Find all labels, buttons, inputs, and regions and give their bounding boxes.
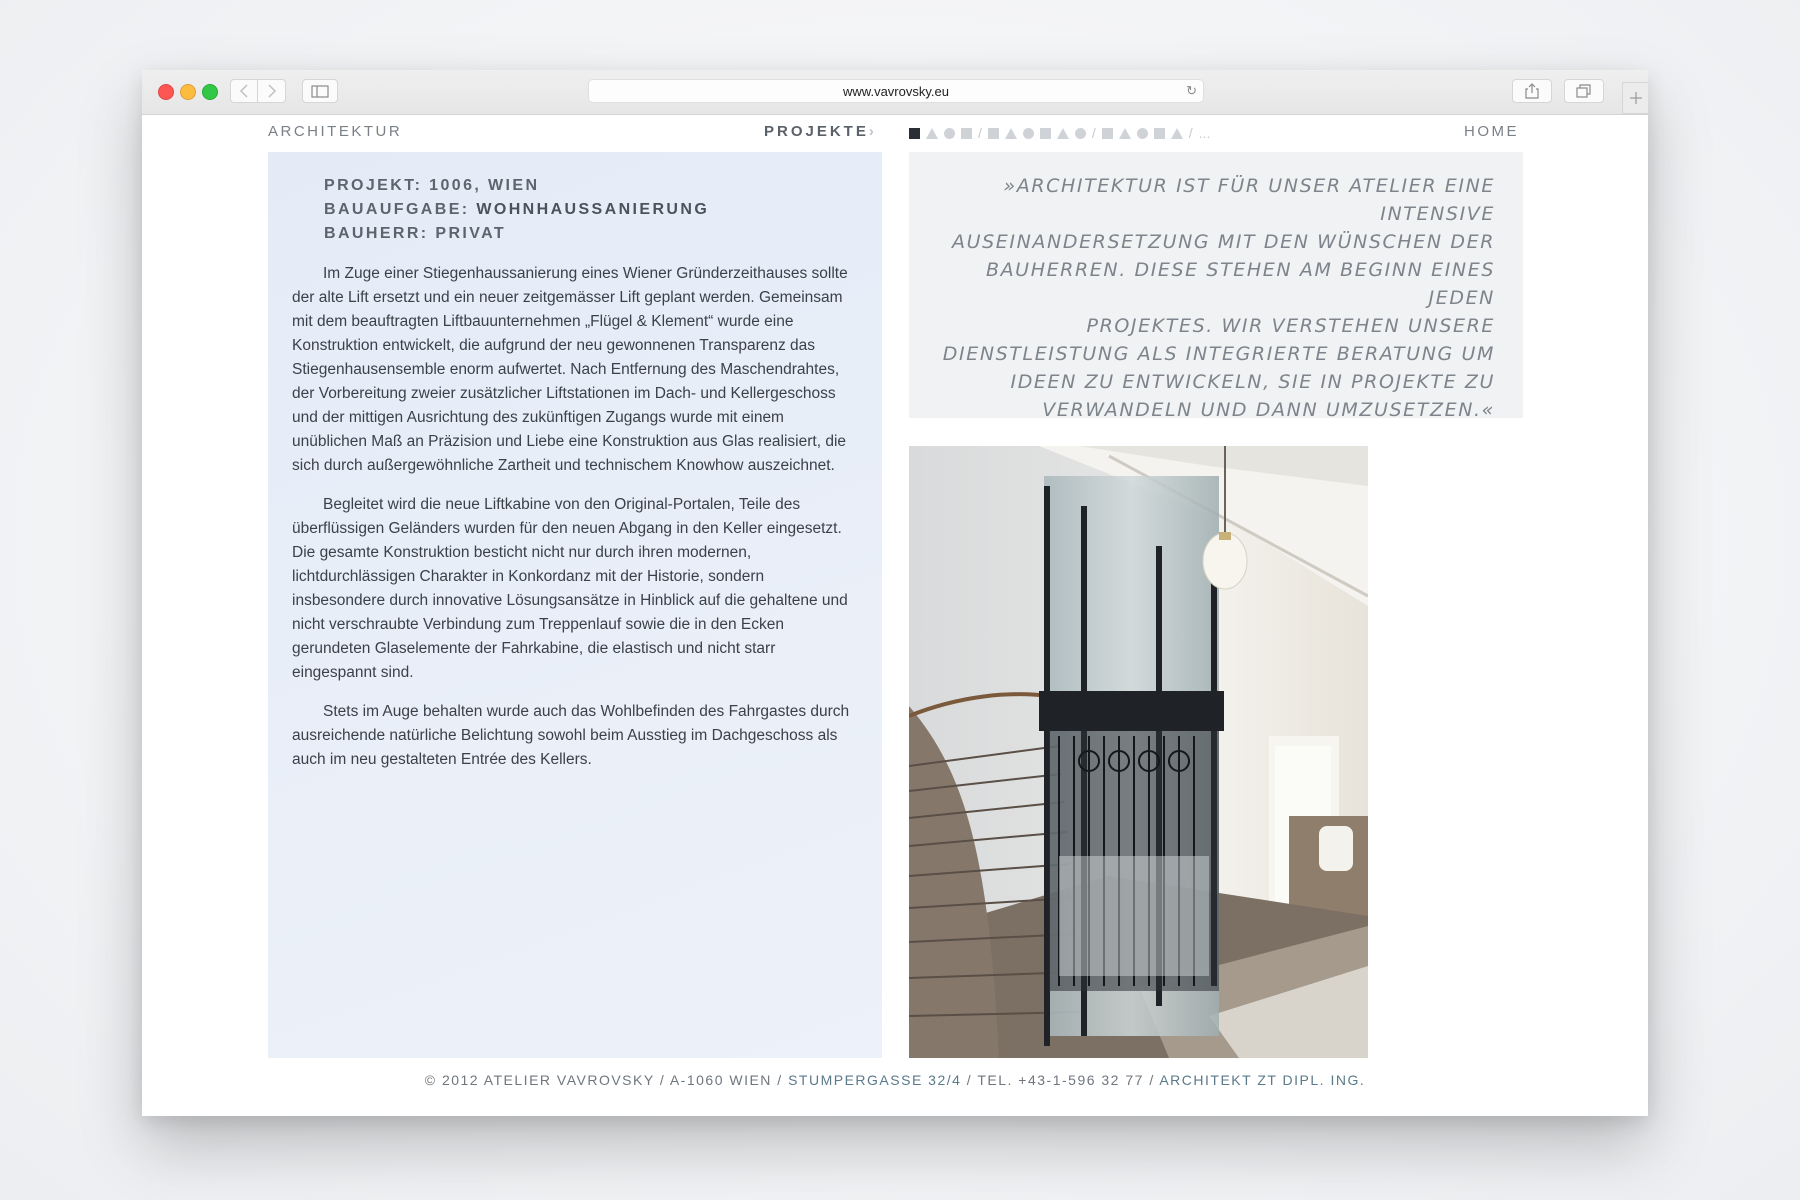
- project-task-label: BAUAUFGABE:: [324, 201, 477, 218]
- nav-architektur[interactable]: ARCHITEKTUR: [268, 123, 403, 140]
- project-task-value: WOHNHAUSSANIERUNG: [476, 201, 710, 218]
- separator: /: [1091, 125, 1096, 141]
- project-meta: [324, 174, 709, 246]
- plus-icon: [1630, 92, 1642, 104]
- footer-address: STUMPERGASSE 32/4: [788, 1072, 962, 1088]
- project-id: PROJEKT: 1006, WIEN: [324, 177, 540, 194]
- quote-text: [935, 172, 1495, 424]
- paragraph: Im Zuge einer Stiegenhaussanierung eines Wiener Gründerzeithauses sollte der alte Lift ersetzt und ein neuer zeitgemässer Lift geplant werden. Gemeinsam mit dem beauftragten Liftbauunternehmen „Flügel & Klement“ wurde eine Konstruktion entwickelt, die aufgrund der neu gewonnenen Transparenz das Stiegenhausensemble enorm aufwertet. Nach Entfernung des Maschendrahtes, der Vorbereitung zweier zusätzlicher Liftstationen im Dach- und Kellergeschoss und der mittigen Ausrichtung des zukünftigen Zugangs wurde mit einem unüblichen Maß an Präzision und Liebe eine Konstruktion aus Glas realisiert, die sich durch außergewöhnliche Zartheit und technischem Knowhow auszeichnet.: [292, 265, 848, 474]
- project-marker[interactable]: [1154, 128, 1165, 139]
- minimize-dot[interactable]: [180, 84, 196, 100]
- share-button[interactable]: [1512, 79, 1552, 103]
- project-marker[interactable]: [1075, 128, 1086, 139]
- staircase-illustration: [909, 446, 1368, 1058]
- project-shape-navigation: [909, 125, 1210, 141]
- close-dot[interactable]: [158, 84, 174, 100]
- quote-line: PROJEKTES. WIR VERSTEHEN UNSERE: [1086, 315, 1495, 337]
- reload-icon[interactable]: ↻: [1186, 83, 1197, 98]
- quote-line: VERWANDELN UND DANN UMZUSETZEN.«: [1042, 399, 1495, 421]
- tabs-button[interactable]: [1564, 79, 1604, 103]
- quote-line: IDEEN ZU ENTWICKELN, SIE IN PROJEKTE ZU: [1010, 371, 1495, 393]
- paragraph: Stets im Auge behalten wurde auch das Wohlbefinden des Fahrgastes durch ausreichende natürliche Belichtung sowohl beim Ausstieg im Dachgeschoss als auch im neu gestalteten Entrée des Kellers.: [292, 703, 850, 768]
- quote-line: AUSEINANDERSETZUNG MIT DEN WÜNSCHEN DER: [952, 231, 1495, 253]
- tabs-icon: [1576, 84, 1592, 98]
- footer-title: ARCHITEKT ZT DIPL. ING.: [1159, 1072, 1366, 1088]
- share-icon: [1525, 83, 1539, 99]
- project-marker[interactable]: [988, 128, 999, 139]
- project-description-panel: [268, 152, 882, 1058]
- quote-line: INTENSIVE: [1380, 203, 1495, 225]
- chevron-right-icon: ›: [868, 123, 874, 140]
- url-text: www.vavrovsky.eu: [843, 83, 949, 99]
- zoom-dot[interactable]: [202, 84, 218, 100]
- forward-icon: [267, 84, 277, 98]
- browser-window: [142, 70, 1648, 1116]
- nav-projekte[interactable]: [764, 123, 874, 140]
- separator: /: [978, 125, 982, 141]
- quote-line: DIENSTLEISTUNG ALS INTEGRIERTE BERATUNG UM: [942, 343, 1495, 365]
- project-task: [324, 198, 709, 222]
- paragraph: Begleitet wird die neue Liftkabine von den Original-Portalen, Teile des überflüssigen Geländers wurden für den neuen Abgang in den Keller eingesetzt. Die gesamte Konstruktion besticht nicht nur durch ihren modernen, lichtdurchlässigen Charakter in Konkordanz mit der Historie, sondern insbesondere durch innovative Lösungsansätze in Hinblick auf die gehaltene und nicht verschraubte Verbindung zum Treppenlauf sowie die in den Ecken gerundeten Glaselemente der Fahrkabine, die elastisch und nicht starr eingespannt sind.: [292, 496, 848, 681]
- project-marker[interactable]: [961, 128, 972, 139]
- back-icon: [239, 84, 249, 98]
- separator: /: [1188, 125, 1193, 141]
- browser-toolbar: [142, 70, 1648, 115]
- footer: [142, 1072, 1648, 1088]
- sidebar-icon: [311, 85, 329, 98]
- footer-copyright: © 2012 ATELIER VAVROVSKY / A-1060 WIEN /: [424, 1072, 789, 1088]
- project-marker[interactable]: [1119, 128, 1131, 139]
- forward-button[interactable]: [258, 79, 286, 103]
- project-marker[interactable]: [1005, 128, 1017, 139]
- project-marker[interactable]: [1102, 128, 1113, 139]
- project-marker[interactable]: [1137, 128, 1148, 139]
- nav-projekte-label: PROJEKTE: [764, 123, 869, 140]
- project-marker[interactable]: [1171, 128, 1183, 139]
- project-marker[interactable]: [1023, 128, 1034, 139]
- staircase-photo: [909, 446, 1368, 1058]
- project-client: BAUHERR: PRIVAT: [324, 225, 507, 242]
- project-marker[interactable]: [926, 128, 938, 139]
- new-tab-button[interactable]: [1622, 82, 1648, 114]
- project-marker[interactable]: [1040, 128, 1051, 139]
- sidebar-button[interactable]: [302, 79, 338, 103]
- nav-home[interactable]: HOME: [1464, 123, 1519, 140]
- more-ellipsis[interactable]: ...: [1198, 125, 1211, 141]
- quote-box: [909, 152, 1523, 421]
- project-marker[interactable]: [1057, 128, 1069, 139]
- quote-line: »ARCHITEKTUR IST FÜR UNSER ATELIER EINE: [1003, 175, 1495, 197]
- footer-phone: / TEL. +43-1-596 32 77 /: [961, 1072, 1160, 1088]
- project-marker[interactable]: [944, 128, 955, 139]
- quote-line: BAUHERREN. DIESE STEHEN AM BEGINN EINES JEDEN: [985, 259, 1495, 309]
- project-marker[interactable]: [909, 128, 920, 139]
- address-bar[interactable]: [588, 79, 1204, 103]
- back-button[interactable]: [230, 79, 258, 103]
- project-text: [292, 262, 858, 787]
